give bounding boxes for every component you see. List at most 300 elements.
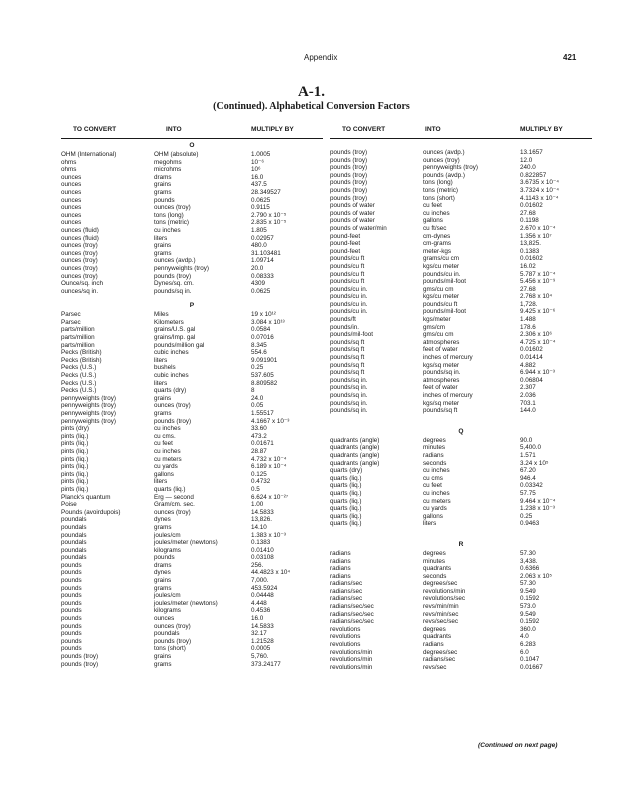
cell-multiply-by: 0.01602 <box>520 346 543 354</box>
cell-multiply-by: 5.787 x 10⁻⁴ <box>520 270 556 278</box>
table-row <box>330 482 592 490</box>
cell-into: revs/sec <box>423 663 447 671</box>
cell-to-convert: pennyweights (troy) <box>61 410 116 417</box>
cell-into: seconds <box>423 572 447 580</box>
cell-into: cu inches <box>154 447 181 455</box>
cell-into: pounds/million gal <box>154 341 205 349</box>
cell-to-convert: pounds <box>61 569 82 577</box>
cell-to-convert: pints (liq.) <box>61 463 89 471</box>
table-row <box>330 505 592 513</box>
cell-into: kgs/cu meter <box>423 293 460 301</box>
cell-to-convert: Parsec <box>61 318 81 326</box>
cell-to-convert: pounds <box>61 622 82 630</box>
cell-multiply-by: 0.03108 <box>251 554 274 562</box>
cell-into: ounces (avdp.) <box>154 257 196 265</box>
cell-to-convert: pints (liq.) <box>61 470 89 478</box>
cell-multiply-by: 4309 <box>251 280 266 288</box>
cell-multiply-by: 3,438. <box>520 557 538 565</box>
table-row <box>61 638 323 646</box>
table-row <box>330 641 592 649</box>
table-row <box>61 357 323 365</box>
cell-to-convert: pounds/sq in. <box>330 392 368 399</box>
cell-multiply-by: 1.383 x 10⁻³ <box>251 531 286 539</box>
cell-to-convert: quadrants (angle) <box>330 444 380 452</box>
cell-into: kgs/sq meter <box>423 361 460 369</box>
cell-to-convert: pounds/mil-foot <box>330 331 374 339</box>
cell-into: joules/cm <box>154 592 181 600</box>
cell-into: quadrants <box>423 565 452 573</box>
table-row <box>61 440 323 448</box>
table-row <box>330 195 592 203</box>
cell-multiply-by: 9.091901 <box>251 356 278 364</box>
table-row <box>61 273 323 281</box>
page-number: 421 <box>563 53 577 62</box>
cell-into: liters <box>423 520 437 528</box>
cell-multiply-by: 0.1592 <box>520 595 540 603</box>
table-row <box>61 661 323 669</box>
cell-multiply-by: 437.5 <box>251 181 267 189</box>
table-row <box>61 463 323 471</box>
cell-multiply-by: 0.1383 <box>251 539 271 547</box>
cell-to-convert: Pecks (U.S.) <box>61 379 97 387</box>
cell-multiply-by: 0.4536 <box>251 607 271 615</box>
cell-to-convert: pound-feet <box>330 232 361 240</box>
cell-to-convert: pounds/sq in. <box>330 376 368 384</box>
cell-into: grains <box>154 394 172 402</box>
table-row <box>61 387 323 395</box>
cell-to-convert: ounces (troy) <box>61 249 98 257</box>
cell-multiply-by: 4.732 x 10⁻⁴ <box>251 455 287 463</box>
cell-multiply-by: 12.0 <box>520 156 533 164</box>
cell-into: pounds (troy) <box>154 637 192 645</box>
table-row <box>61 509 323 517</box>
cell-multiply-by: 2.790 x 10⁻⁵ <box>251 211 287 219</box>
cell-multiply-by: 4.0 <box>520 633 529 641</box>
table-row <box>330 437 592 445</box>
cell-multiply-by: 0.06804 <box>520 376 543 384</box>
table-row <box>330 580 592 588</box>
cell-multiply-by: 33.60 <box>251 425 267 433</box>
cell-into: pennyweights (troy) <box>423 164 478 172</box>
cell-multiply-by: 14.5833 <box>251 508 274 516</box>
cell-multiply-by: 57.75 <box>520 489 536 497</box>
cell-into: OHM (absolute) <box>154 151 199 158</box>
left-column <box>61 122 323 668</box>
table-row <box>330 467 592 475</box>
cell-to-convert: pounds/cu in. <box>330 285 368 293</box>
cell-to-convert: ounces <box>61 219 82 227</box>
cell-into: grains <box>154 242 172 250</box>
cell-to-convert: pounds/ft <box>330 316 356 324</box>
table-row <box>330 187 592 195</box>
cell-into: grains/U.S. gal <box>154 326 196 334</box>
cell-into: cu yards <box>154 463 178 471</box>
table-row <box>330 225 592 233</box>
cell-into: grams <box>154 660 172 668</box>
cell-to-convert: pounds <box>61 577 82 585</box>
cell-into: Dynes/sq. cm. <box>154 280 194 288</box>
cell-into: cu inches <box>154 425 181 433</box>
cell-to-convert: Ounce/sq. inch <box>61 280 104 288</box>
cell-multiply-by: 1.09714 <box>251 257 274 265</box>
cell-multiply-by: 3.7324 x 10⁻⁴ <box>520 186 559 194</box>
table-row <box>330 400 592 408</box>
table-row <box>330 603 592 611</box>
cell-to-convert: radians <box>330 565 351 573</box>
cell-multiply-by: 0.0005 <box>251 645 271 653</box>
cell-to-convert: ounces (troy) <box>61 264 98 272</box>
table-row <box>61 319 323 327</box>
cell-multiply-by: 90.0 <box>520 436 533 444</box>
cell-multiply-by: 27.68 <box>520 209 536 217</box>
table-row <box>61 349 323 357</box>
table-row <box>330 490 592 498</box>
cell-multiply-by: 0.1383 <box>520 247 540 255</box>
cell-into: grams <box>154 523 172 531</box>
cell-multiply-by: 9.464 x 10⁻⁴ <box>520 497 556 505</box>
cell-into: dynes <box>154 569 171 577</box>
cell-multiply-by: 178.6 <box>520 323 536 331</box>
cell-to-convert: ounces <box>61 204 82 212</box>
table-row <box>61 532 323 540</box>
cell-into: gms/cm <box>423 323 446 331</box>
cell-multiply-by: 1.0005 <box>251 151 271 158</box>
cell-to-convert: ounces (fluid) <box>61 234 99 242</box>
table-row <box>330 217 592 225</box>
cell-into: cm-grams <box>423 240 451 248</box>
rows-q <box>330 437 592 528</box>
cell-multiply-by: 1.21528 <box>251 637 274 645</box>
table-row <box>330 233 592 241</box>
table-row <box>330 407 592 415</box>
cell-to-convert: parts/million <box>61 341 95 349</box>
cell-to-convert: pounds (troy) <box>61 653 99 660</box>
cell-to-convert: ounces (fluid) <box>61 226 99 234</box>
cell-multiply-by: 0.5 <box>251 485 260 493</box>
cell-to-convert: revolutions <box>330 625 361 633</box>
cell-multiply-by: 3.6735 x 10⁻⁴ <box>520 179 559 187</box>
cell-to-convert: quarts (liq.) <box>330 482 362 490</box>
cell-into: pounds/sq in. <box>423 369 461 377</box>
cell-multiply-by: 0.05 <box>251 402 264 410</box>
cell-into: Erg — second <box>154 493 194 501</box>
cell-multiply-by: 453.5924 <box>251 584 278 592</box>
cell-to-convert: quadrants (angle) <box>330 451 380 459</box>
table-row <box>330 263 592 271</box>
cell-into: dynes <box>154 516 171 524</box>
cell-multiply-by: 4.448 <box>251 599 267 607</box>
cell-to-convert: ounces (troy) <box>61 257 98 265</box>
cell-into: grams/cu cm <box>423 255 460 263</box>
table-row <box>330 498 592 506</box>
cell-into: quarts (dry) <box>154 387 187 395</box>
table-row <box>330 286 592 294</box>
table-row <box>61 539 323 547</box>
cell-to-convert: radians/sec/sec <box>330 603 374 611</box>
cell-to-convert: radians/sec/sec <box>330 618 374 626</box>
cell-into: joules/meter (newtons) <box>154 539 218 547</box>
table-row <box>61 288 323 296</box>
cell-into: degrees/sec <box>423 648 458 656</box>
cell-to-convert: pounds (troy) <box>330 156 368 164</box>
cell-into: inches of mercury <box>423 392 473 399</box>
cell-to-convert: pounds/sq in. <box>330 384 368 392</box>
cell-multiply-by: 0.1047 <box>520 656 540 664</box>
table-row <box>61 585 323 593</box>
cell-to-convert: ounces <box>61 211 82 219</box>
table-row <box>330 362 592 370</box>
cell-to-convert: poundals <box>61 523 87 531</box>
table-row <box>330 172 592 180</box>
table-row <box>61 151 323 159</box>
cell-multiply-by: 1.238 x 10⁻³ <box>520 505 555 513</box>
cell-to-convert: pounds (troy) <box>330 149 368 156</box>
cell-to-convert: Poise <box>61 501 77 509</box>
cell-multiply-by: 480.0 <box>251 242 267 250</box>
continued-note: (Continued on next page) <box>478 742 558 749</box>
cell-multiply-by: 16.0 <box>251 615 264 623</box>
cell-to-convert: Parsec <box>61 311 81 319</box>
cell-to-convert: pennyweights (troy) <box>61 394 116 402</box>
table-row <box>61 212 323 220</box>
cell-into: cubic inches <box>154 372 189 380</box>
cell-multiply-by: 44.4823 x 10⁴ <box>251 569 291 577</box>
table-row <box>61 311 323 319</box>
cell-multiply-by: 0.03342 <box>520 482 543 490</box>
cell-to-convert: pounds/sq ft <box>330 369 365 377</box>
cell-multiply-by: 144.0 <box>520 407 536 415</box>
table-row <box>61 448 323 456</box>
cell-into: revolutions/min <box>423 587 466 595</box>
cell-to-convert: pounds of water <box>330 202 375 210</box>
cell-into: pounds (troy) <box>154 272 192 280</box>
cell-into: revs/min/min <box>423 603 459 611</box>
cell-multiply-by: 0.9463 <box>520 520 540 528</box>
cell-into: tons (long) <box>154 211 184 219</box>
cell-to-convert: ounces <box>61 196 82 204</box>
cell-to-convert: quarts (liq.) <box>330 505 362 513</box>
cell-multiply-by: 1,728. <box>520 300 538 308</box>
table-row <box>330 149 592 157</box>
cell-to-convert: radians/sec <box>330 587 363 595</box>
running-header: Appendix <box>304 53 338 62</box>
cell-into: poundals <box>154 630 180 638</box>
cell-multiply-by: 4.1667 x 10⁻³ <box>251 417 290 425</box>
table-row <box>61 189 323 197</box>
cell-multiply-by: 1.805 <box>251 226 267 234</box>
cell-multiply-by: 6.0 <box>520 648 529 656</box>
cell-multiply-by: 13,826. <box>251 516 273 524</box>
table-row <box>330 179 592 187</box>
cell-into: cu ft/sec <box>423 224 447 232</box>
cell-to-convert: ounces/sq in. <box>61 287 99 295</box>
cell-to-convert: pounds/cu in. <box>330 293 368 301</box>
table-row <box>330 618 592 626</box>
cell-to-convert: radians <box>330 572 351 580</box>
table-row <box>330 324 592 332</box>
cell-to-convert: ohms <box>61 166 77 174</box>
cell-multiply-by: 28.87 <box>251 447 267 455</box>
cell-to-convert: pounds (troy) <box>330 171 368 179</box>
table-row <box>330 444 592 452</box>
cell-into: gms/cu cm <box>423 331 454 339</box>
cell-multiply-by: 0.125 <box>251 470 267 478</box>
cell-to-convert: pounds (troy) <box>330 186 368 194</box>
table-row <box>61 418 323 426</box>
cell-into: tons (short) <box>154 645 186 653</box>
table-row <box>61 235 323 243</box>
cell-multiply-by: 27.68 <box>520 285 536 293</box>
cell-into: cubic inches <box>154 349 189 357</box>
table-row <box>330 157 592 165</box>
cell-to-convert: pints (liq.) <box>61 478 89 486</box>
cell-to-convert: ohms <box>61 158 77 166</box>
cell-to-convert: pounds <box>61 592 82 600</box>
cell-into: feet of water <box>423 384 458 392</box>
cell-into: gallons <box>423 217 443 225</box>
cell-to-convert: pints (liq.) <box>61 455 89 463</box>
cell-to-convert: pints (liq.) <box>61 447 89 455</box>
cell-into: degrees <box>423 549 446 557</box>
cell-multiply-by: 20.0 <box>251 264 264 272</box>
cell-to-convert: pints (liq.) <box>61 485 89 493</box>
cell-into: tons (metric) <box>423 186 458 194</box>
cell-to-convert: parts/million <box>61 334 95 342</box>
cell-to-convert: pounds of water/min <box>330 224 387 232</box>
table-row <box>330 565 592 573</box>
cell-into: grams <box>154 410 172 417</box>
cell-into: ounces (troy) <box>154 508 191 516</box>
cell-into: degrees/sec <box>423 580 458 588</box>
table-row <box>330 164 592 172</box>
cell-multiply-by: 537.605 <box>251 372 274 380</box>
cell-to-convert: pounds/sq ft <box>330 361 365 369</box>
table-row <box>330 573 592 581</box>
cell-into: radians <box>423 641 444 649</box>
cell-into: drams <box>154 173 172 181</box>
table-row <box>330 595 592 603</box>
table-row <box>330 520 592 528</box>
cell-into: pounds <box>154 554 175 562</box>
table-row <box>61 342 323 350</box>
table-row <box>61 645 323 653</box>
cell-multiply-by: 14.10 <box>251 523 267 531</box>
cell-to-convert: pints (liq.) <box>61 432 89 440</box>
table-row <box>330 346 592 354</box>
table-row <box>330 392 592 400</box>
cell-to-convert: pounds of water <box>330 209 375 217</box>
table-row <box>61 250 323 258</box>
cell-into: pounds <box>154 196 175 204</box>
cell-into: cu cms <box>423 474 443 482</box>
cell-multiply-by: 0.1592 <box>520 618 540 626</box>
cell-to-convert: pound-feet <box>330 240 361 248</box>
cell-into: pounds (avdp.) <box>423 171 466 179</box>
cell-multiply-by: 13.1657 <box>520 149 543 156</box>
cell-into: liters <box>154 478 168 486</box>
table-row <box>330 255 592 263</box>
cell-into: pounds/mil-foot <box>423 308 467 316</box>
cell-multiply-by: 3.084 x 10¹³ <box>251 318 285 326</box>
table-row <box>330 278 592 286</box>
table-row <box>61 197 323 205</box>
cell-multiply-by: 1.488 <box>520 316 536 324</box>
cell-into: ounces (troy) <box>154 402 191 410</box>
cell-multiply-by: 0.0625 <box>251 287 271 295</box>
table-row <box>61 402 323 410</box>
cell-to-convert: revolutions/min <box>330 656 373 664</box>
table-row <box>61 569 323 577</box>
cell-multiply-by: 7,000. <box>251 577 269 585</box>
cell-multiply-by: 473.2 <box>251 432 267 440</box>
cell-to-convert: poundals <box>61 539 87 547</box>
cell-multiply-by: 256. <box>251 561 264 569</box>
cell-into: cu feet <box>423 202 442 210</box>
cell-multiply-by: 946.4 <box>520 474 536 482</box>
table-row <box>61 204 323 212</box>
cell-to-convert: ounces (troy) <box>61 242 98 250</box>
cell-multiply-by: 0.0625 <box>251 196 271 204</box>
cell-to-convert: ounces (troy) <box>61 272 98 280</box>
cell-to-convert: quarts (liq.) <box>330 497 362 505</box>
cell-multiply-by: 32.17 <box>251 630 267 638</box>
cell-into: liters <box>154 379 168 387</box>
cell-to-convert: pounds/cu ft <box>330 278 365 286</box>
cell-into: atmospheres <box>423 376 460 384</box>
cell-into: drams <box>154 561 172 569</box>
cell-multiply-by: 4.725 x 10⁻⁴ <box>520 338 556 346</box>
cell-to-convert: poundals <box>61 554 87 562</box>
cell-to-convert: OHM (International) <box>61 151 117 158</box>
table-row <box>330 664 592 672</box>
section-letter-p: P <box>189 302 195 310</box>
cell-to-convert: pounds/in. <box>330 323 360 331</box>
cell-to-convert: quarts (liq.) <box>330 520 362 528</box>
cell-to-convert: Pecks (British) <box>61 356 102 364</box>
cell-to-convert: pounds (troy) <box>61 660 99 668</box>
cell-to-convert: radians <box>330 557 351 565</box>
table-row <box>330 656 592 664</box>
cell-multiply-by: 9.549 <box>520 587 536 595</box>
cell-multiply-by: 24.0 <box>251 394 264 402</box>
cell-multiply-by: 2.063 x 10⁵ <box>520 572 553 580</box>
cell-to-convert: pounds/cu ft <box>330 262 365 270</box>
cell-into: minutes <box>423 557 446 565</box>
cell-into: liters <box>154 234 168 242</box>
table-row <box>330 293 592 301</box>
table-row <box>61 494 323 502</box>
cell-into: inches of mercury <box>423 354 473 362</box>
table-row <box>330 271 592 279</box>
header-into: INTO <box>166 126 182 133</box>
cell-multiply-by: 5.456 x 10⁻⁹ <box>520 278 556 286</box>
cell-to-convert: Pecks (British) <box>61 349 102 357</box>
cell-to-convert: pennyweights (troy) <box>61 402 116 410</box>
cell-multiply-by: 16.0 <box>251 173 264 181</box>
cell-multiply-by: 6.283 <box>520 641 536 649</box>
table-row <box>330 339 592 347</box>
cell-to-convert: pounds (troy) <box>330 194 368 202</box>
column-header-row <box>330 122 592 139</box>
cell-to-convert: radians/sec <box>330 595 363 603</box>
cell-to-convert: pound-feet <box>330 247 361 255</box>
cell-multiply-by: 0.25 <box>251 364 264 372</box>
cell-into: microhms <box>154 166 182 174</box>
cell-multiply-by: 0.9115 <box>251 204 270 212</box>
cell-into: revs/min/sec <box>423 610 459 618</box>
cell-into: grams <box>154 584 172 592</box>
cell-to-convert: quarts (dry) <box>330 467 363 475</box>
